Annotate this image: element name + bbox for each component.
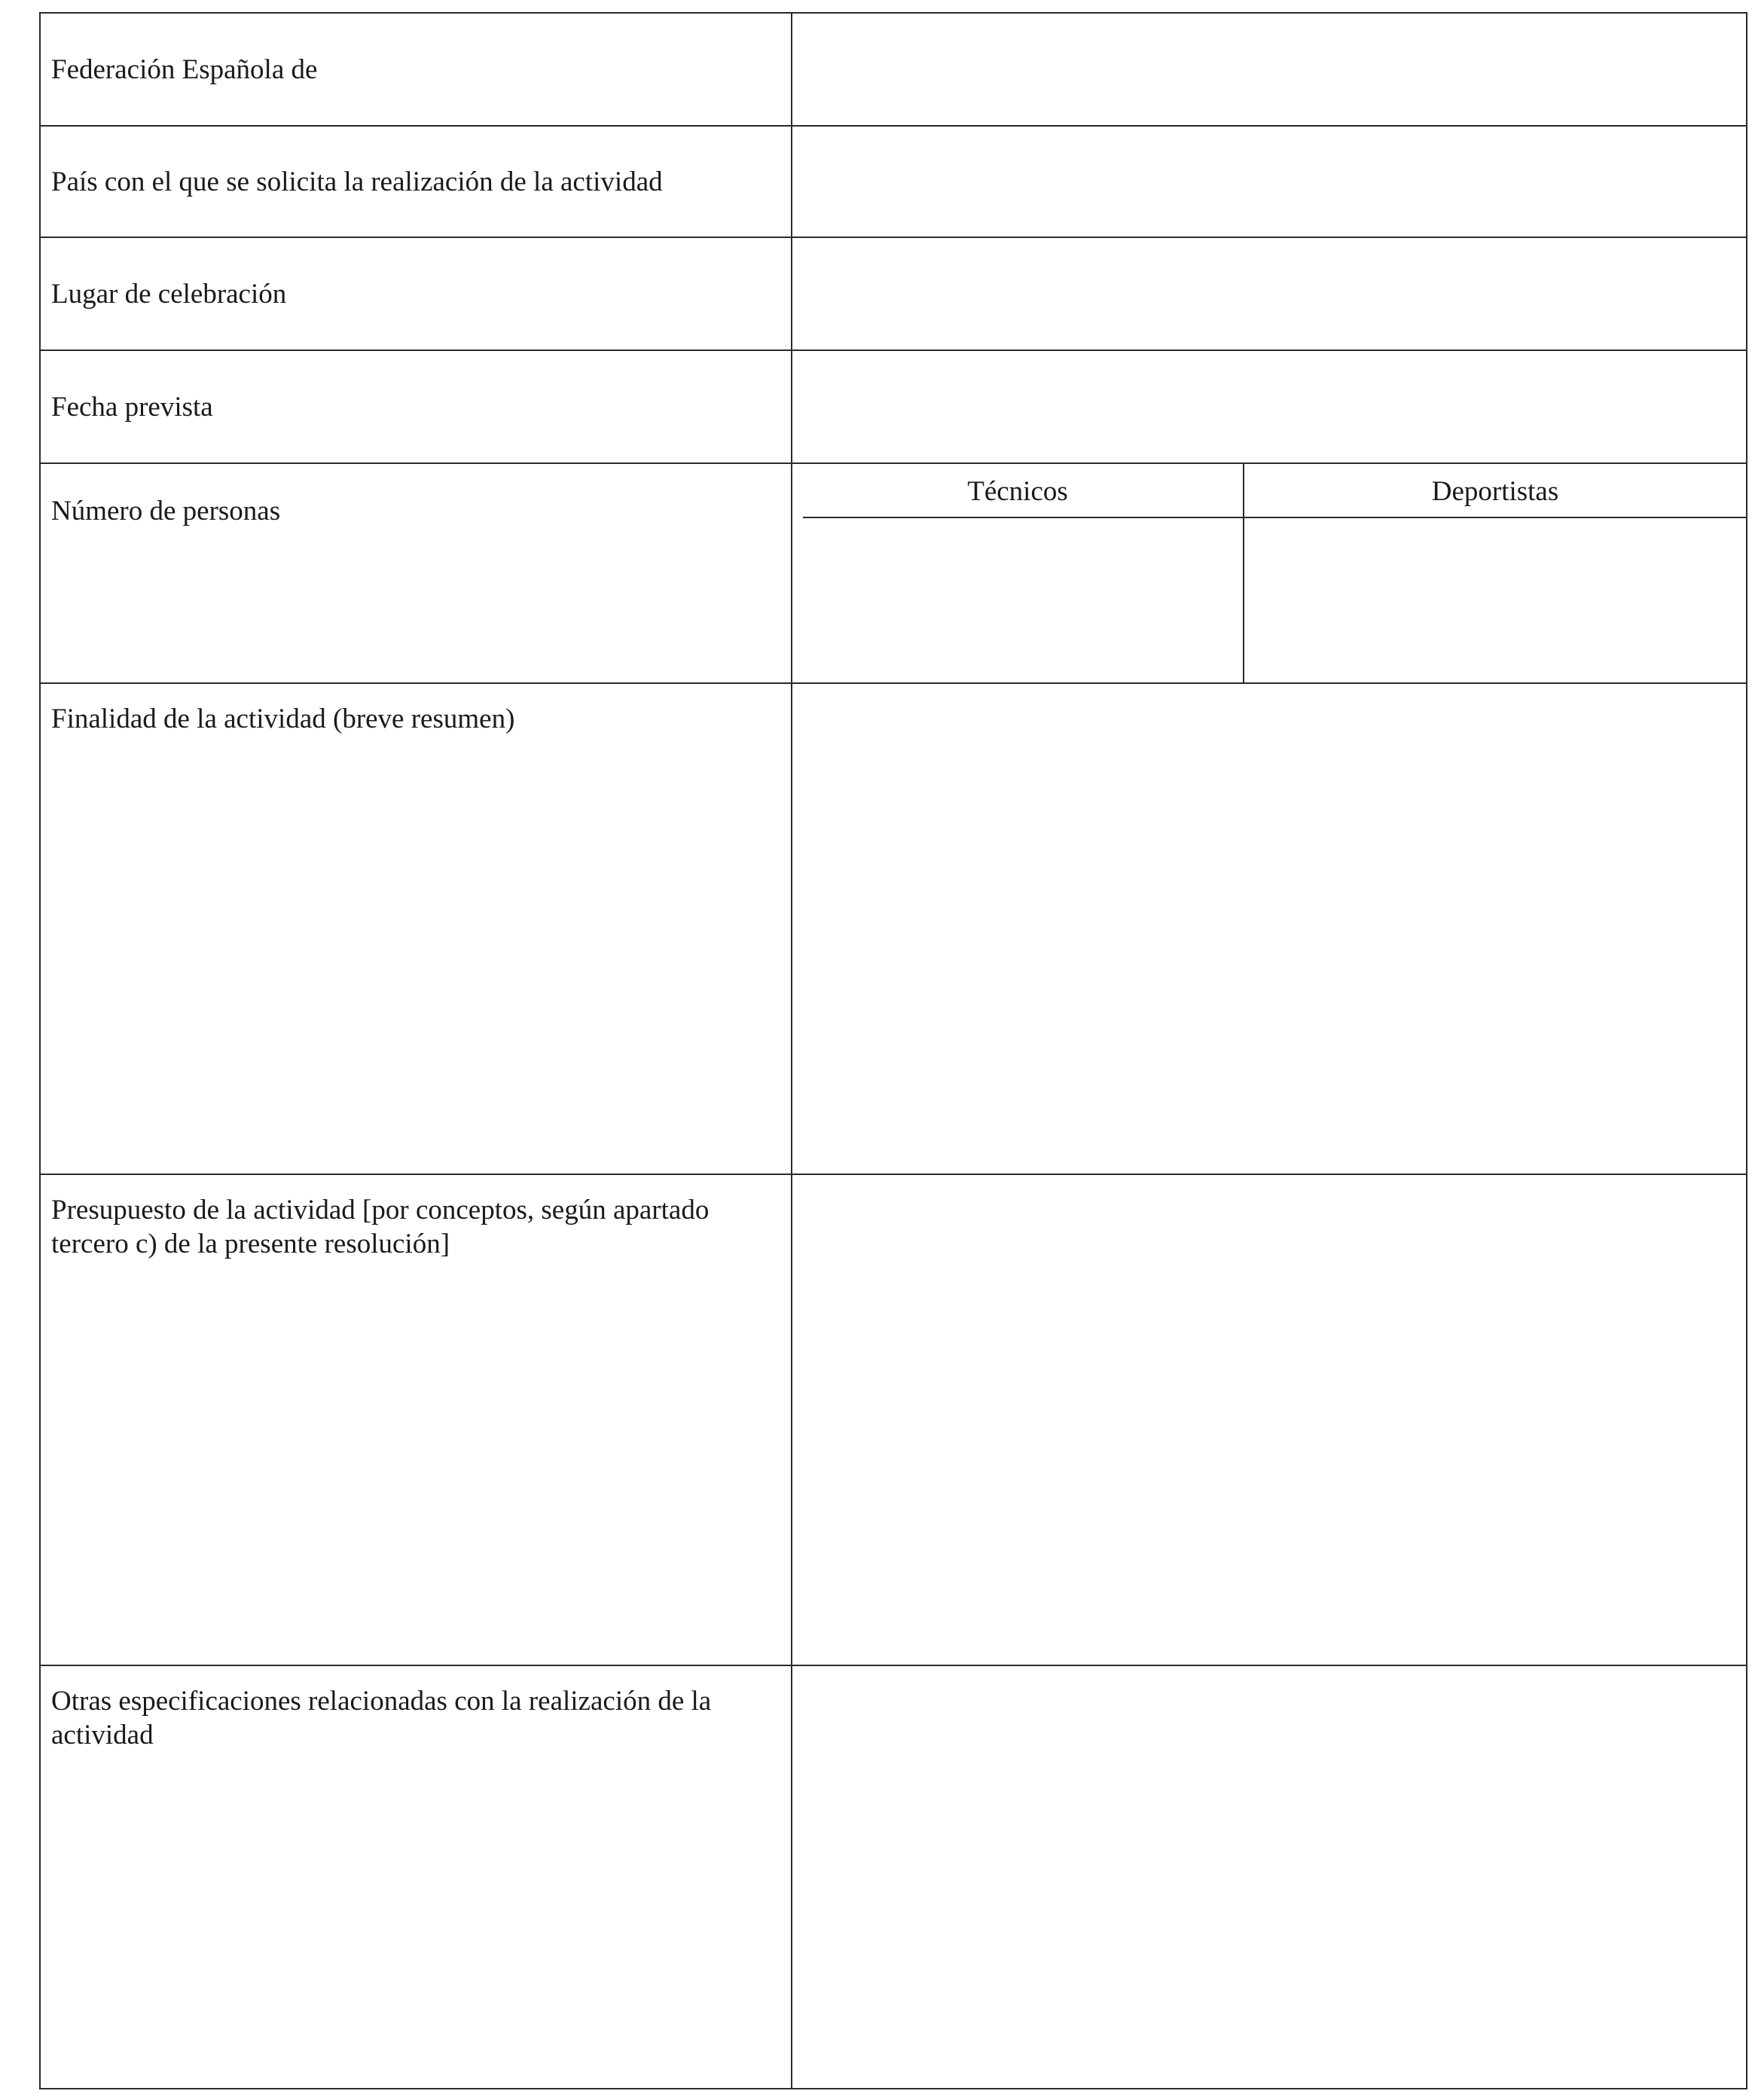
pais-value[interactable] (792, 127, 1746, 237)
deportistas-value[interactable] (1244, 518, 1746, 682)
fecha-field[interactable] (792, 351, 1746, 462)
numero-personas-fields (792, 464, 1746, 682)
tecnicos-header: Técnicos (967, 476, 1068, 507)
fecha-value[interactable] (792, 351, 1746, 462)
lugar-label: Lugar de celebración (41, 238, 792, 349)
pais-field[interactable] (792, 127, 1746, 237)
row-fecha (41, 351, 1746, 464)
row-federacion (41, 14, 1746, 127)
federacion-value[interactable] (792, 14, 1746, 125)
finalidad-label: Finalidad de la actividad (breve resumen) (41, 684, 792, 1174)
tecnicos-value[interactable] (792, 518, 1243, 682)
row-otras-especificaciones (41, 1666, 1746, 2088)
lugar-value[interactable] (792, 238, 1746, 349)
tecnicos-column (792, 464, 1244, 682)
deportistas-column (1244, 464, 1746, 682)
federacion-label: Federación Española de (41, 14, 792, 125)
federacion-field[interactable] (792, 14, 1746, 125)
row-presupuesto (41, 1175, 1746, 1666)
otras-especificaciones-value[interactable] (792, 1666, 1746, 2088)
numero-personas-label: Número de personas (41, 464, 792, 682)
presupuesto-field[interactable] (792, 1175, 1746, 1665)
deportistas-header: Deportistas (1431, 476, 1559, 507)
finalidad-value[interactable] (792, 684, 1746, 1174)
activity-request-form (39, 12, 1747, 2089)
row-finalidad (41, 684, 1746, 1175)
pais-label: País con el que se solicita la realización de la actividad (41, 127, 792, 237)
lugar-field[interactable] (792, 238, 1746, 349)
otras-especificaciones-field[interactable] (792, 1666, 1746, 2088)
finalidad-field[interactable] (792, 684, 1746, 1174)
row-numero-personas (41, 464, 1746, 684)
row-lugar (41, 238, 1746, 351)
presupuesto-label: Presupuesto de la actividad [por conceptos, según apartado tercero c) de la presente resolución] (41, 1175, 792, 1665)
otras-especificaciones-label: Otras especificaciones relacionadas con la realización de la actividad (41, 1666, 792, 2088)
row-pais (41, 127, 1746, 238)
presupuesto-value[interactable] (792, 1175, 1746, 1665)
fecha-label: Fecha prevista (41, 351, 792, 462)
